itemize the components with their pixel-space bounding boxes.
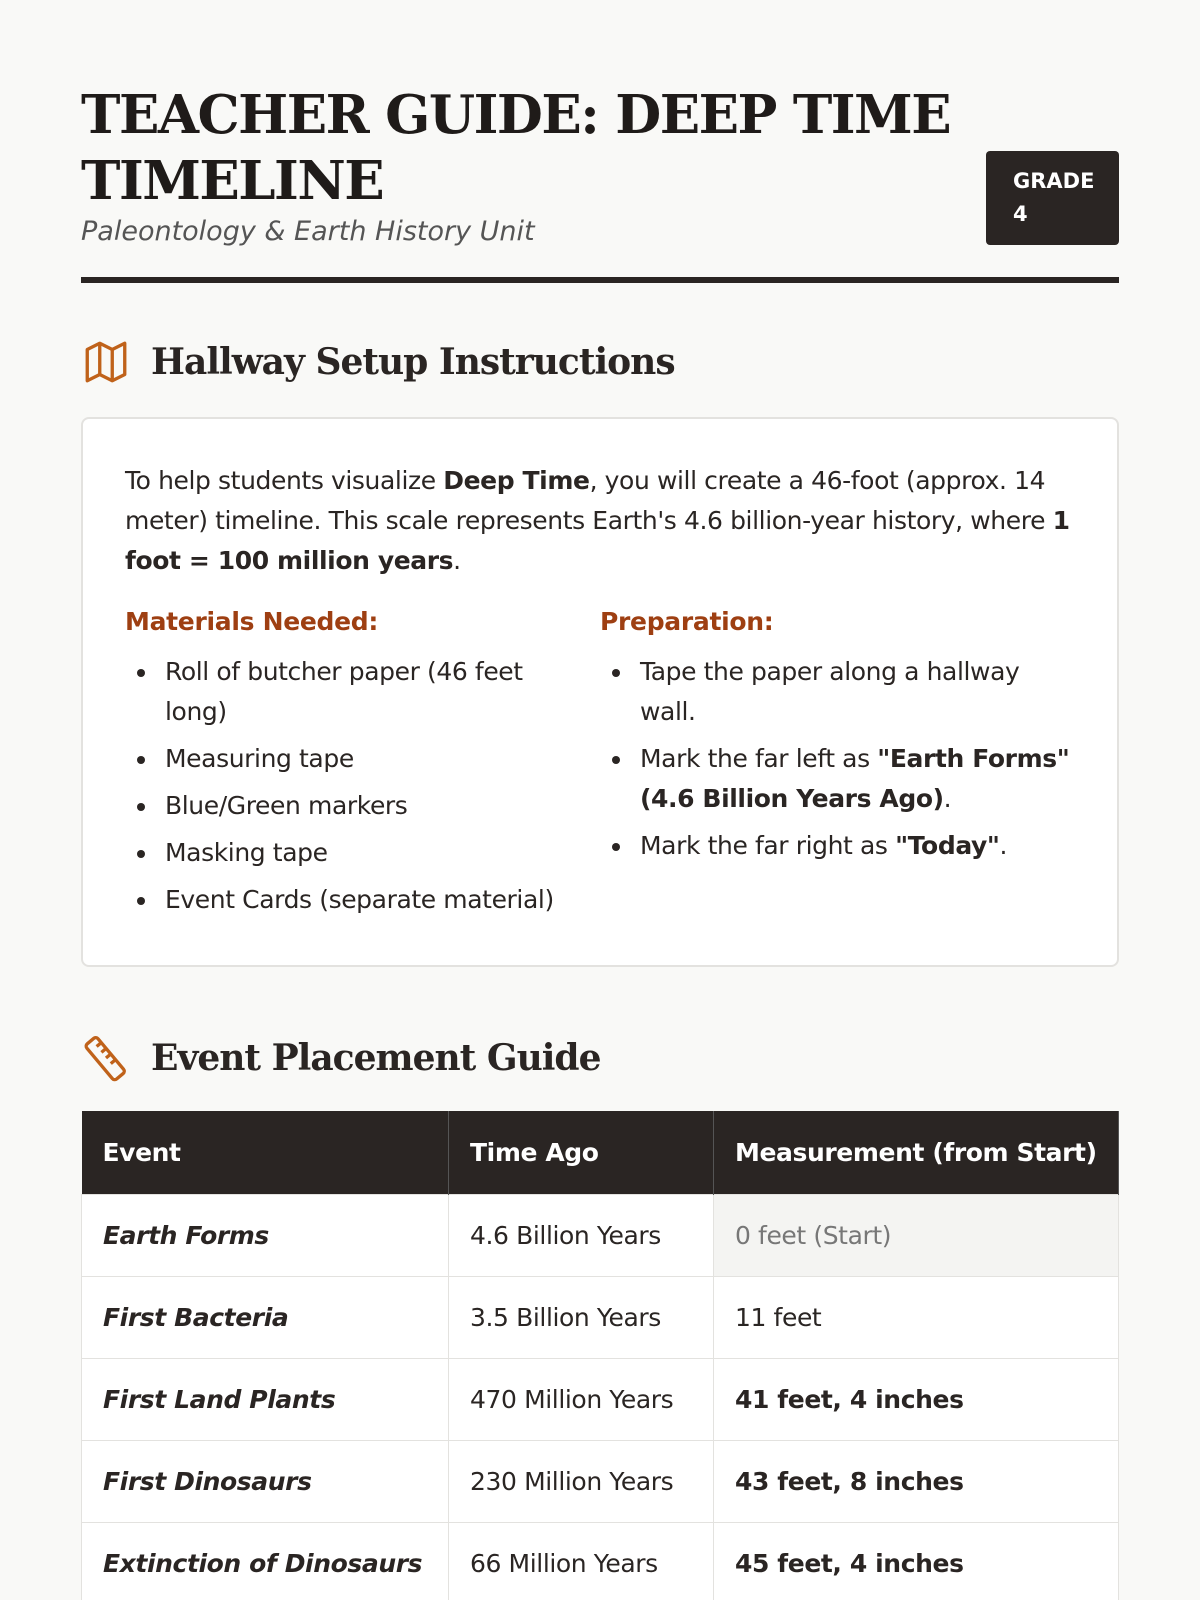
list-item: Measuring tape	[125, 739, 560, 779]
section-title: Hallway Setup Instructions	[151, 341, 675, 383]
table-row	[82, 1194, 1119, 1276]
column-header-measurement: Measurement (from Start)	[714, 1111, 1119, 1194]
list-item	[600, 739, 1075, 819]
event-cell: First Bacteria	[82, 1276, 449, 1358]
preparation-column	[600, 607, 1075, 927]
column-header-time-ago: Time Ago	[449, 1111, 714, 1194]
table-row	[82, 1358, 1119, 1440]
text-bold: "Today"	[895, 831, 1000, 860]
text: .	[999, 831, 1008, 860]
map-icon	[81, 337, 131, 387]
table-row	[82, 1440, 1119, 1522]
text-bold: Deep Time	[443, 466, 590, 495]
event-cell: First Land Plants	[82, 1358, 449, 1440]
text: To help students visualize	[125, 466, 444, 495]
page-title	[81, 82, 950, 214]
text: .	[943, 784, 952, 813]
time-cell: 66 Million Years	[449, 1522, 714, 1600]
table-row	[82, 1276, 1119, 1358]
time-cell: 470 Million Years	[449, 1358, 714, 1440]
text: Mark the far left as	[640, 744, 878, 773]
table-row	[82, 1522, 1119, 1600]
preparation-list	[600, 652, 1075, 866]
event-cell: First Dinosaurs	[82, 1440, 449, 1522]
grade-badge	[986, 151, 1119, 245]
event-placement-table	[81, 1111, 1119, 1600]
measurement-cell: 0 feet (Start)	[714, 1194, 1119, 1276]
materials-heading: Materials Needed:	[125, 607, 379, 636]
list-item: Event Cards (separate material)	[125, 880, 560, 920]
ruler-icon	[81, 1033, 131, 1083]
measurement-cell: 43 feet, 8 inches	[714, 1440, 1119, 1522]
event-cell: Earth Forms	[82, 1194, 449, 1276]
section-heading-placement	[81, 1033, 1119, 1083]
section-heading-setup	[81, 337, 1119, 387]
badge-value: 4	[1013, 202, 1028, 226]
text: Mark the far right as	[640, 831, 896, 860]
preparation-heading: Preparation:	[600, 607, 774, 636]
measurement-cell: 41 feet, 4 inches	[714, 1358, 1119, 1440]
text-bold: "Earth Forms" (4.6 Billion Years Ago)	[640, 744, 1070, 813]
text: .	[453, 546, 461, 575]
title-line: TEACHER GUIDE: DEEP TIME	[81, 84, 951, 146]
list-item: Tape the paper along a hallway wall.	[600, 652, 1075, 732]
text: , you will create a 46-foot (approx. 14 meter) timeline. This scale represents Earth's 4.6 billion-year history, where	[125, 466, 1053, 535]
list-item: Roll of butcher paper (46 feet long)	[125, 652, 560, 732]
list-item	[600, 826, 1075, 866]
title-line: TIMELINE	[81, 150, 384, 212]
materials-list	[125, 652, 560, 920]
materials-column	[125, 607, 600, 927]
badge-label: GRADE	[1013, 169, 1095, 193]
time-cell: 230 Million Years	[449, 1440, 714, 1522]
time-cell: 4.6 Billion Years	[449, 1194, 714, 1276]
measurement-cell: 11 feet	[714, 1276, 1119, 1358]
measurement-cell: 45 feet, 4 inches	[714, 1522, 1119, 1600]
event-cell: Extinction of Dinosaurs	[82, 1522, 449, 1600]
text-bold: 1 foot = 100 million years	[125, 506, 1070, 575]
section-title: Event Placement Guide	[151, 1037, 601, 1079]
page-subtitle: Paleontology & Earth History Unit	[81, 216, 535, 247]
list-item: Masking tape	[125, 833, 560, 873]
column-header-event: Event	[82, 1111, 449, 1194]
document-header	[81, 82, 1119, 283]
list-item: Blue/Green markers	[125, 786, 560, 826]
setup-card	[81, 417, 1119, 967]
intro-paragraph	[125, 461, 1075, 581]
time-cell: 3.5 Billion Years	[449, 1276, 714, 1358]
